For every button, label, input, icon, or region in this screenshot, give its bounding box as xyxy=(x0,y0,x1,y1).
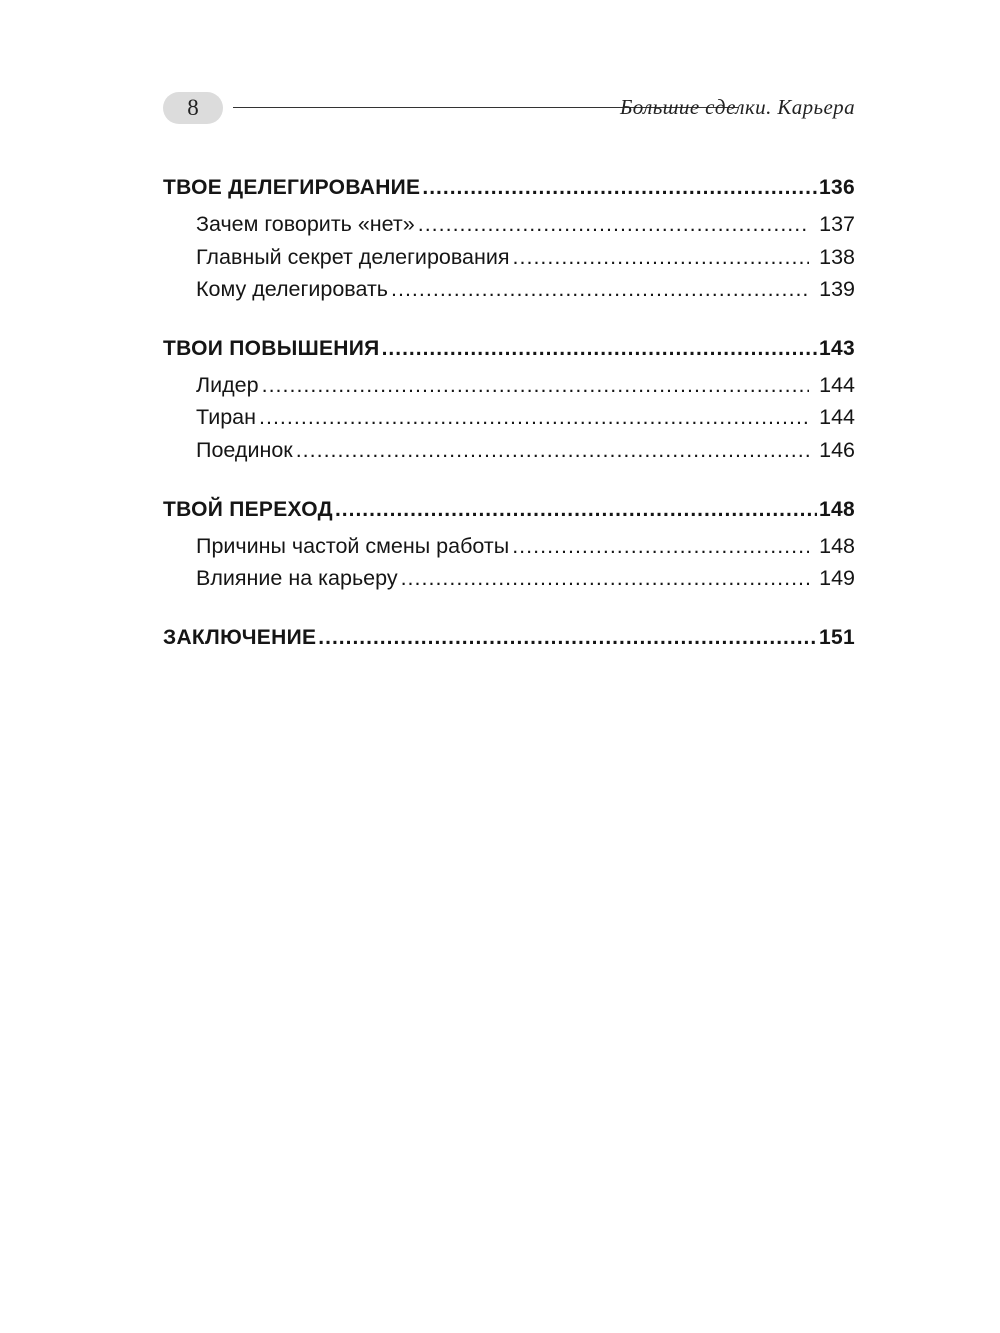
chapter-page-number: 143 xyxy=(819,336,855,360)
dot-leader xyxy=(418,208,809,241)
dot-leader xyxy=(318,621,817,654)
chapter-title: ТВОЙ ПЕРЕХОД xyxy=(163,497,333,521)
toc-section-entry xyxy=(163,273,855,306)
chapter-page-number: 148 xyxy=(819,497,855,521)
toc-section-entry xyxy=(163,208,855,241)
table-of-contents xyxy=(163,171,855,680)
dot-leader xyxy=(382,332,817,365)
section-title: Главный секрет делегирования xyxy=(196,244,510,269)
chapter-title: ЗАКЛЮЧЕНИЕ xyxy=(163,625,317,649)
dot-leader xyxy=(401,562,810,595)
section-page-number: 146 xyxy=(819,437,855,462)
section-title: Зачем говорить «нет» xyxy=(196,212,415,236)
toc-section-entry xyxy=(163,401,855,434)
dot-leader xyxy=(513,241,810,274)
dot-leader xyxy=(259,401,809,434)
page-number: 8 xyxy=(163,92,223,124)
section-title: Тиран xyxy=(196,405,256,430)
section-title: Причины частой смены работы xyxy=(196,533,510,558)
toc-chapter-entry xyxy=(163,332,855,365)
toc-section-entry xyxy=(163,434,855,467)
section-title: Лидер xyxy=(196,372,259,397)
toc-group xyxy=(163,621,855,654)
dot-leader xyxy=(391,273,809,306)
chapter-page-number: 151 xyxy=(819,625,855,649)
section-page-number: 144 xyxy=(819,372,855,397)
section-page-number: 139 xyxy=(819,277,855,302)
dot-leader xyxy=(262,369,810,402)
toc-chapter-entry xyxy=(163,171,855,204)
toc-group xyxy=(163,493,855,595)
toc-group xyxy=(163,332,855,467)
dot-leader xyxy=(296,434,809,467)
dot-leader xyxy=(335,493,817,526)
section-page-number: 144 xyxy=(819,405,855,430)
running-title: Большие сделки. Карьера xyxy=(619,95,855,119)
chapter-page-number: 136 xyxy=(819,176,855,199)
toc-group xyxy=(163,171,855,306)
chapter-title: ТВОИ ПОВЫШЕНИЯ xyxy=(163,336,380,360)
section-title: Кому делегировать xyxy=(196,277,388,302)
section-page-number: 137 xyxy=(819,212,855,236)
toc-section-entry xyxy=(163,241,855,274)
dot-leader xyxy=(512,530,809,563)
section-page-number: 138 xyxy=(819,244,855,269)
toc-section-entry xyxy=(163,369,855,402)
section-page-number: 148 xyxy=(819,533,855,558)
page-header xyxy=(163,92,855,126)
chapter-title: ТВОЕ ДЕЛЕГИРОВАНИЕ xyxy=(163,176,421,199)
toc-section-entry xyxy=(163,530,855,563)
toc-chapter-entry xyxy=(163,493,855,526)
section-title: Влияние на карьеру xyxy=(196,566,398,591)
section-title: Поединок xyxy=(196,437,293,462)
toc-section-entry xyxy=(163,562,855,595)
dot-leader xyxy=(422,171,817,204)
toc-chapter-entry xyxy=(163,621,855,654)
section-page-number: 149 xyxy=(819,566,855,591)
